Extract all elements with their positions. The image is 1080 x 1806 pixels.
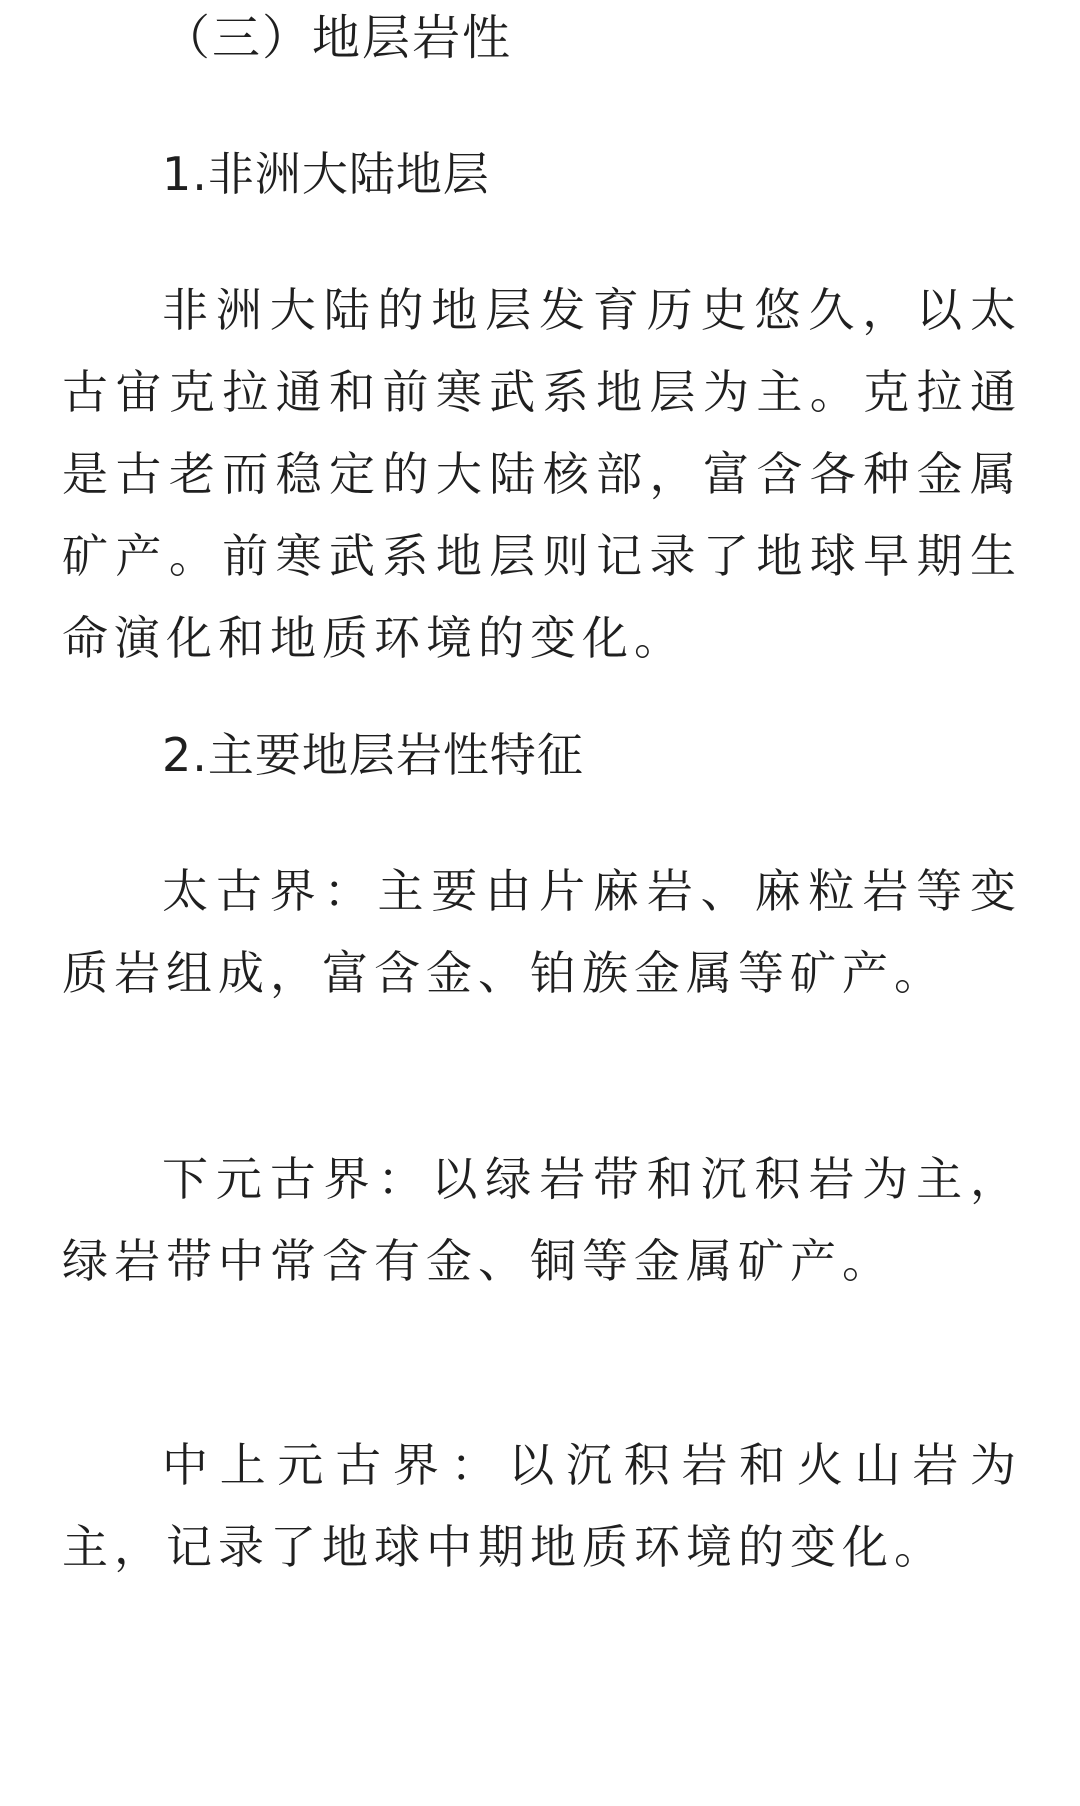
stratum-paragraph-middle-upper-proterozoic: 中上元古界：以沉积岩和火山岩为主，记录了地球中期地质环境的变化。 bbox=[62, 1438, 1022, 1574]
stratum-paragraph-archean: 太古界：主要由片麻岩、麻粒岩等变质岩组成，富含金、铂族金属等矿产。 bbox=[62, 864, 1022, 1000]
subsection-2-title: 2.主要地层岩性特征 bbox=[162, 728, 584, 782]
subsection-1-paragraph: 非洲大陆的地层发育历史悠久，以太古宙克拉通和前寒武系地层为主。克拉通是古老而稳定的大陆核部，富含各种金属矿产。前寒武系地层则记录了地球早期生命演化和地质环境的变化。 bbox=[62, 283, 1022, 665]
section-title: （三）地层岩性 bbox=[162, 10, 513, 66]
subsection-1-title: 1.非洲大陆地层 bbox=[162, 147, 490, 201]
stratum-paragraph-lower-proterozoic: 下元古界：以绿岩带和沉积岩为主，绿岩带中常含有金、铜等金属矿产。 bbox=[62, 1152, 1022, 1288]
